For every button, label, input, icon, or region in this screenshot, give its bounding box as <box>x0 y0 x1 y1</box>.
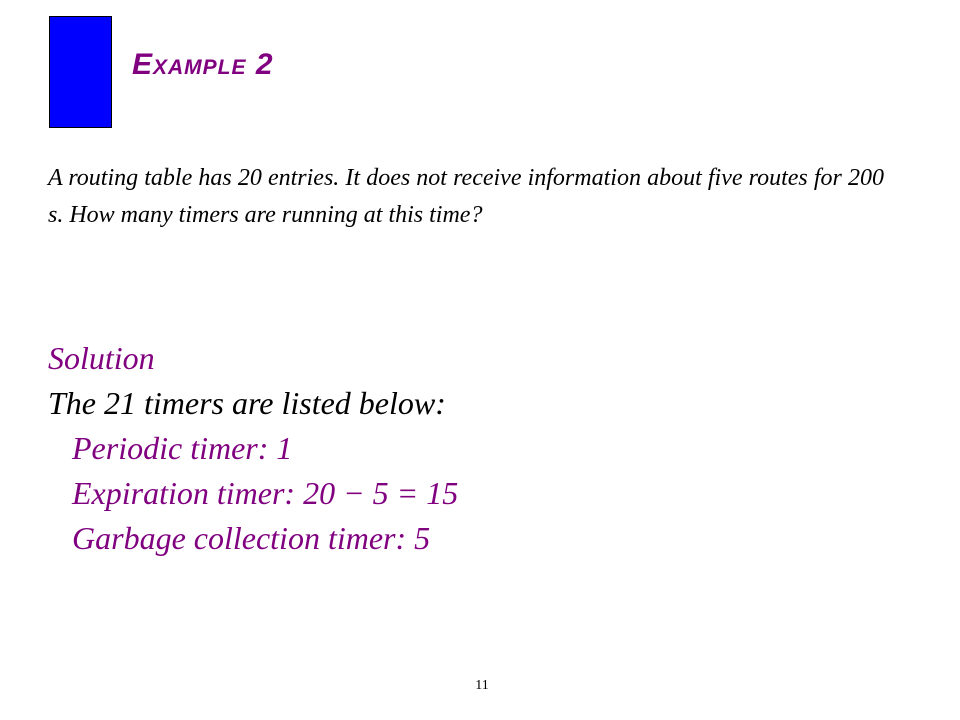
timer-item-expiration: Expiration timer: 20 − 5 = 15 <box>72 475 459 511</box>
solution-intro: The 21 timers are listed below: <box>48 385 446 421</box>
timer-item-periodic: Periodic timer: 1 <box>72 430 293 466</box>
accent-bar <box>49 16 112 128</box>
page-number: 11 <box>475 678 489 693</box>
problem-statement: A routing table has 20 entries. It does not receive information about five routes for 200 s. How many timers are running at this time? <box>48 165 884 228</box>
slide-title: Example 2 <box>132 48 274 81</box>
solution-heading: Solution <box>48 340 155 376</box>
timer-item-garbage-collection: Garbage collection timer: 5 <box>72 520 431 556</box>
solution-block <box>48 336 458 561</box>
